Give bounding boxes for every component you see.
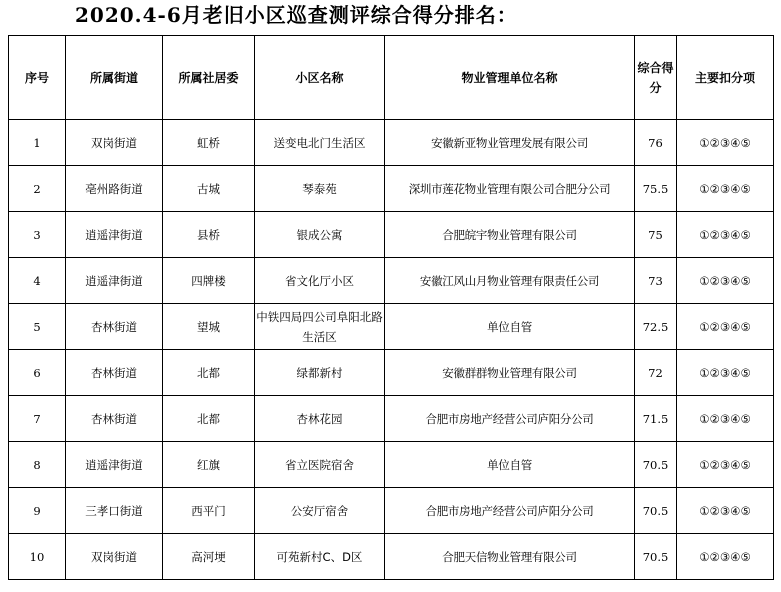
header-score: 综合得分 <box>635 36 677 120</box>
table-row <box>9 258 774 304</box>
cell-street: 双岗街道 <box>66 534 163 580</box>
cell-deductions: ①②③④⑤ <box>677 534 774 580</box>
cell-community: 省立医院宿舍 <box>255 442 385 488</box>
header-community: 小区名称 <box>255 36 385 120</box>
table-row <box>9 396 774 442</box>
cell-rank: 9 <box>9 488 66 534</box>
cell-rank: 4 <box>9 258 66 304</box>
table-row <box>9 442 774 488</box>
cell-street: 逍遥津街道 <box>66 258 163 304</box>
cell-deductions: ①②③④⑤ <box>677 258 774 304</box>
cell-rank: 1 <box>9 120 66 166</box>
table-row <box>9 350 774 396</box>
cell-committee: 北都 <box>163 396 255 442</box>
cell-street: 逍遥津街道 <box>66 442 163 488</box>
table-header-row <box>9 36 774 120</box>
cell-deductions: ①②③④⑤ <box>677 442 774 488</box>
cell-committee: 红旗 <box>163 442 255 488</box>
table-row <box>9 488 774 534</box>
cell-rank: 5 <box>9 304 66 350</box>
cell-property-company: 合肥市房地产经营公司庐阳分公司 <box>385 488 635 534</box>
cell-community: 银成公寓 <box>255 212 385 258</box>
cell-score: 70.5 <box>635 442 677 488</box>
table-row <box>9 534 774 580</box>
cell-score: 75.5 <box>635 166 677 212</box>
cell-community: 省文化厅小区 <box>255 258 385 304</box>
cell-committee: 县桥 <box>163 212 255 258</box>
cell-property-company: 单位自管 <box>385 442 635 488</box>
cell-street: 杏林街道 <box>66 350 163 396</box>
cell-rank: 3 <box>9 212 66 258</box>
cell-property-company: 安徽江风山月物业管理有限责任公司 <box>385 258 635 304</box>
cell-rank: 7 <box>9 396 66 442</box>
cell-committee: 四牌楼 <box>163 258 255 304</box>
header-rank: 序号 <box>9 36 66 120</box>
cell-rank: 8 <box>9 442 66 488</box>
header-property-company: 物业管理单位名称 <box>385 36 635 120</box>
cell-community: 琴泰苑 <box>255 166 385 212</box>
table-row <box>9 212 774 258</box>
cell-deductions: ①②③④⑤ <box>677 488 774 534</box>
cell-committee: 虹桥 <box>163 120 255 166</box>
cell-property-company: 单位自管 <box>385 304 635 350</box>
cell-property-company: 安徽新亚物业管理发展有限公司 <box>385 120 635 166</box>
cell-street: 杏林街道 <box>66 396 163 442</box>
ranking-table <box>8 35 774 580</box>
cell-community: 中铁四局四公司阜阳北路生活区 <box>255 304 385 350</box>
cell-committee: 高河埂 <box>163 534 255 580</box>
cell-score: 76 <box>635 120 677 166</box>
table-row <box>9 304 774 350</box>
cell-committee: 北都 <box>163 350 255 396</box>
header-deductions: 主要扣分项 <box>677 36 774 120</box>
cell-deductions: ①②③④⑤ <box>677 166 774 212</box>
cell-score: 70.5 <box>635 488 677 534</box>
cell-property-company: 深圳市莲花物业管理有限公司合肥分公司 <box>385 166 635 212</box>
table-row <box>9 120 774 166</box>
cell-rank: 6 <box>9 350 66 396</box>
cell-street: 逍遥津街道 <box>66 212 163 258</box>
header-street: 所属街道 <box>66 36 163 120</box>
cell-score: 75 <box>635 212 677 258</box>
cell-score: 70.5 <box>635 534 677 580</box>
cell-property-company: 合肥市房地产经营公司庐阳分公司 <box>385 396 635 442</box>
cell-property-company: 合肥皖宇物业管理有限公司 <box>385 212 635 258</box>
cell-score: 72 <box>635 350 677 396</box>
cell-rank: 2 <box>9 166 66 212</box>
cell-score: 73 <box>635 258 677 304</box>
table-row <box>9 166 774 212</box>
cell-community: 杏林花园 <box>255 396 385 442</box>
cell-property-company: 安徽群群物业管理有限公司 <box>385 350 635 396</box>
cell-community: 送变电北门生活区 <box>255 120 385 166</box>
cell-committee: 望城 <box>163 304 255 350</box>
cell-rank: 10 <box>9 534 66 580</box>
cell-score: 72.5 <box>635 304 677 350</box>
cell-street: 亳州路街道 <box>66 166 163 212</box>
cell-deductions: ①②③④⑤ <box>677 350 774 396</box>
cell-deductions: ①②③④⑤ <box>677 304 774 350</box>
cell-street: 杏林街道 <box>66 304 163 350</box>
page-title: 2020.4-6月老旧小区巡查测评综合得分排名： <box>75 3 518 27</box>
cell-deductions: ①②③④⑤ <box>677 396 774 442</box>
cell-street: 双岗街道 <box>66 120 163 166</box>
cell-committee: 古城 <box>163 166 255 212</box>
cell-deductions: ①②③④⑤ <box>677 120 774 166</box>
cell-committee: 西平门 <box>163 488 255 534</box>
cell-property-company: 合肥天信物业管理有限公司 <box>385 534 635 580</box>
header-committee: 所属社居委 <box>163 36 255 120</box>
cell-community: 公安厅宿舍 <box>255 488 385 534</box>
cell-community: 可苑新村C、D区 <box>255 534 385 580</box>
cell-community: 绿都新村 <box>255 350 385 396</box>
cell-street: 三孝口街道 <box>66 488 163 534</box>
cell-deductions: ①②③④⑤ <box>677 212 774 258</box>
cell-score: 71.5 <box>635 396 677 442</box>
